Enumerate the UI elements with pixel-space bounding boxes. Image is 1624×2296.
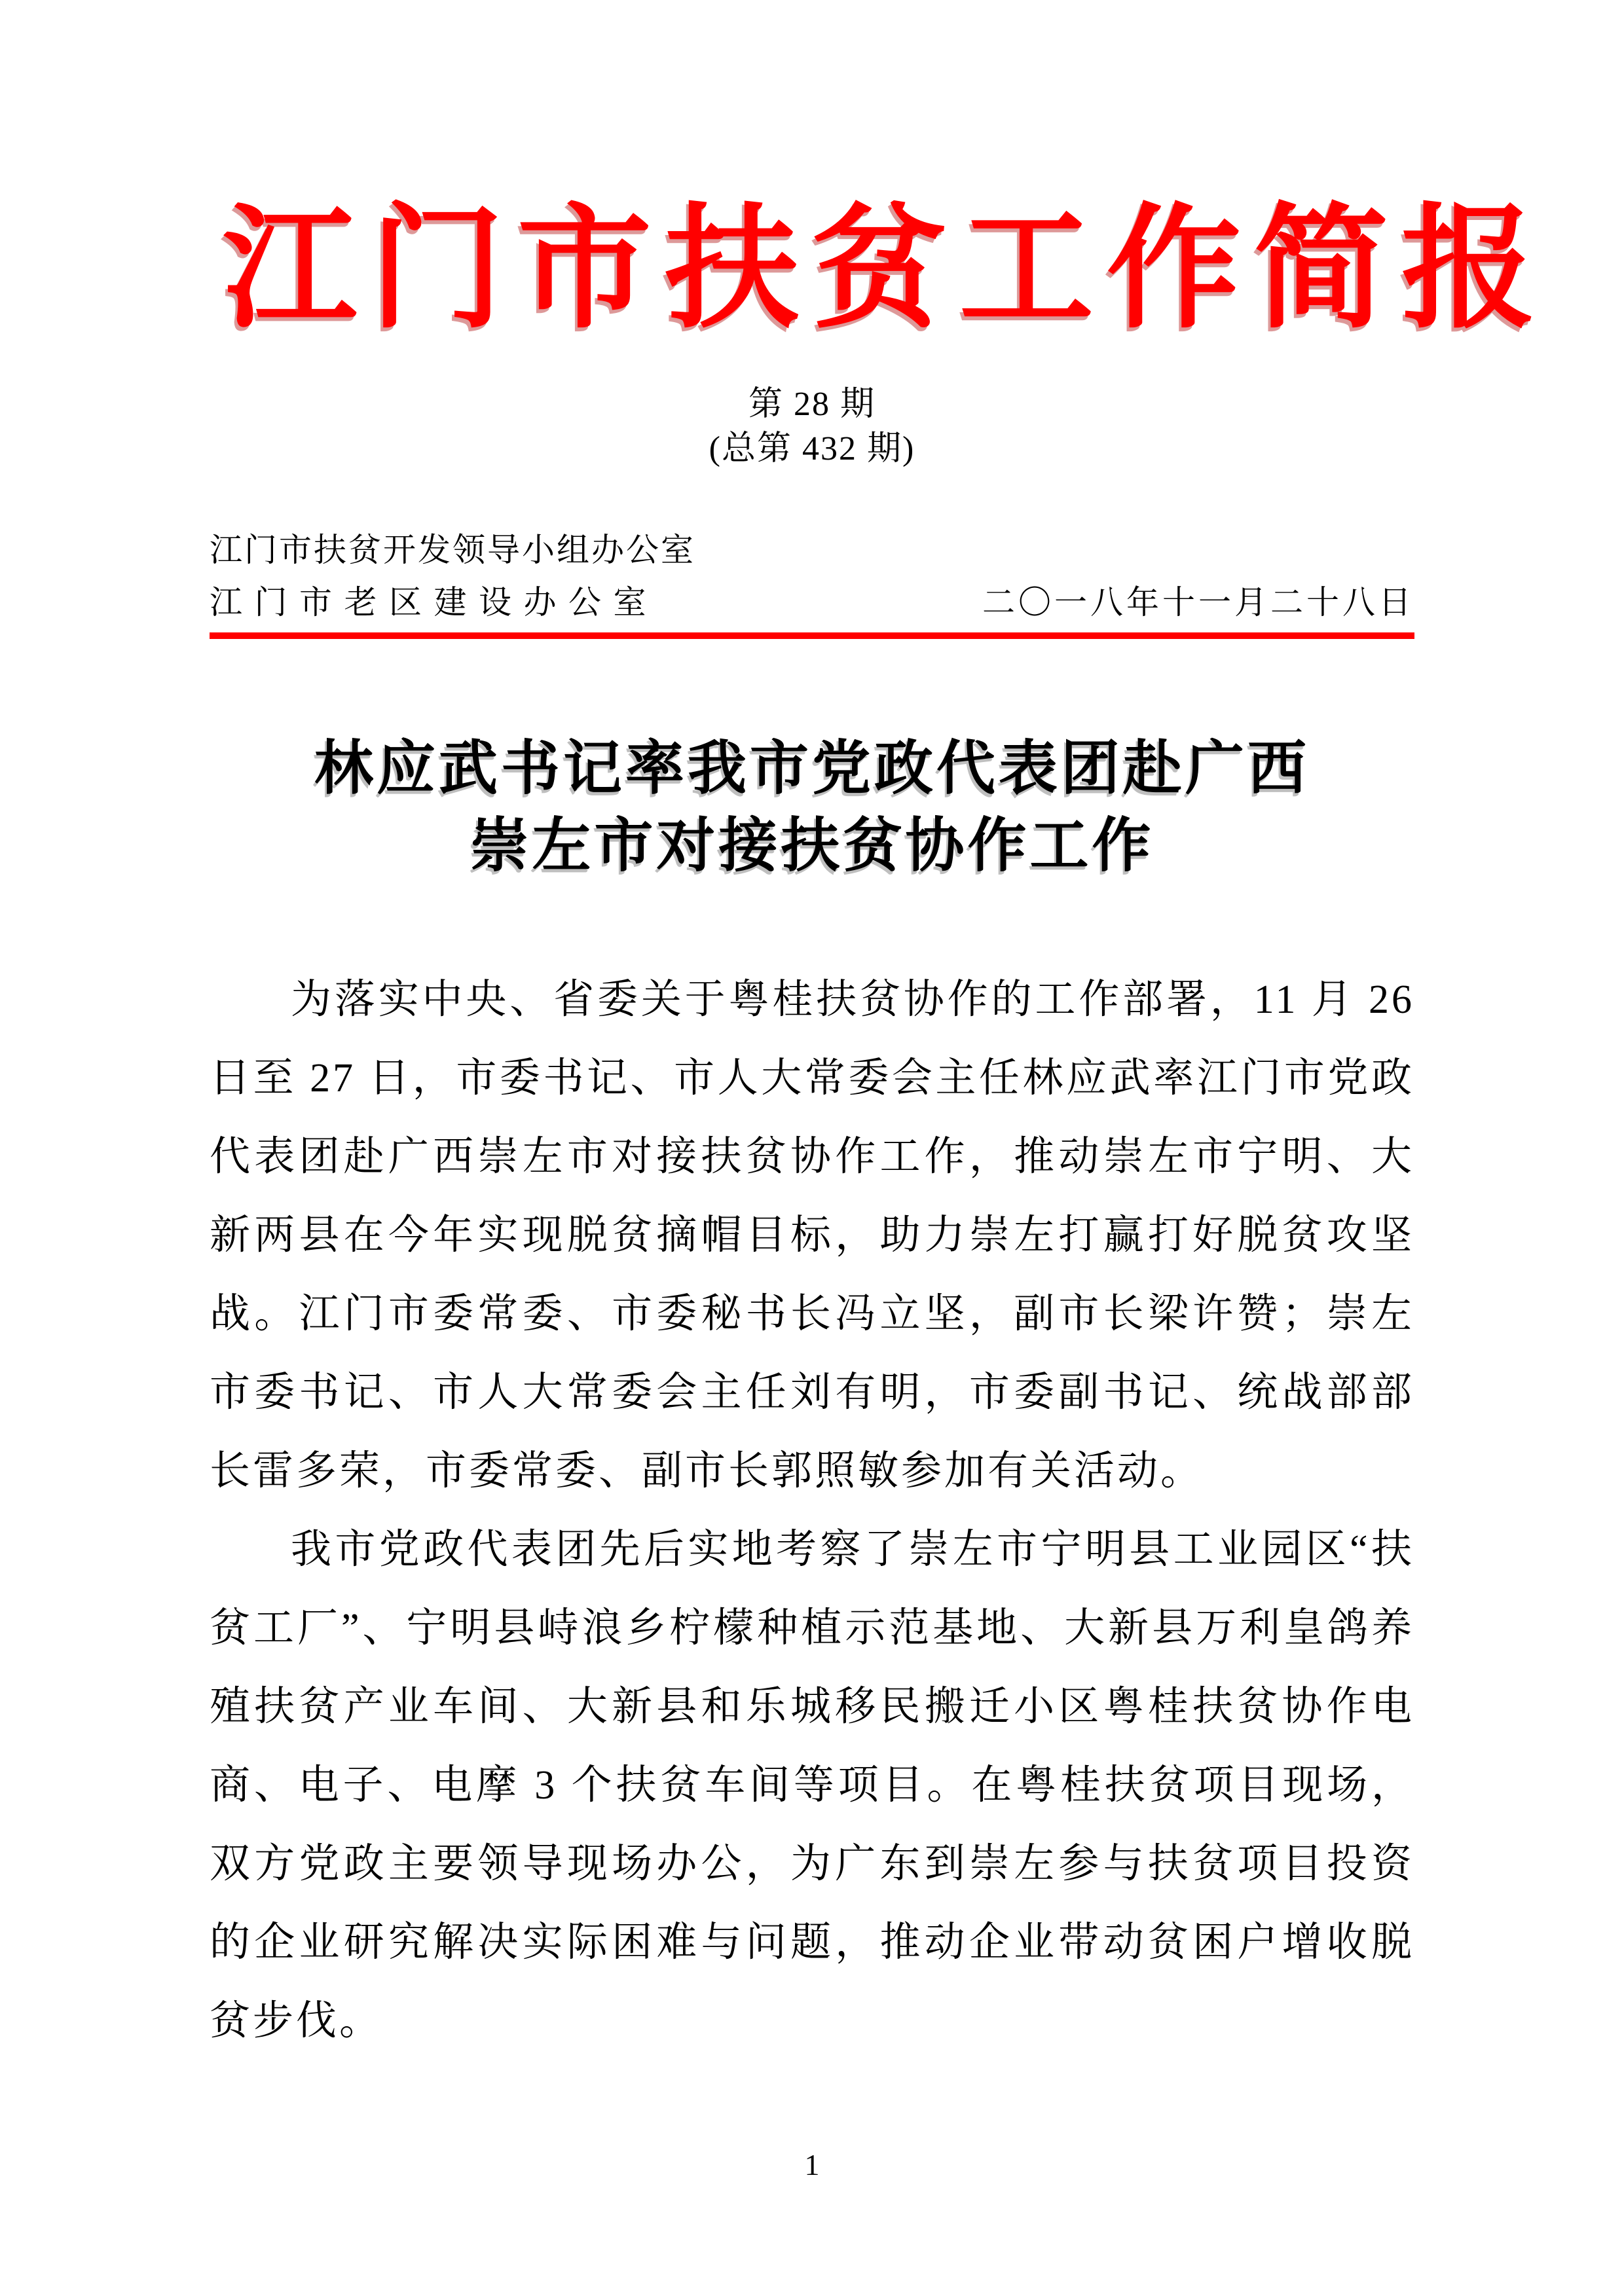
issue-date: 二〇一八年十一月二十八日 [982, 583, 1414, 621]
page-number: 1 [804, 2148, 820, 2181]
article-paragraph-2: 我市党政代表团先后实地考察了崇左市宁明县工业园区“扶贫工厂”、宁明县峙浪乡柠檬种植示范基地、大新县万利皇鸽养殖扶贫产业车间、大新县和乐城移民搬迁小区粤桂扶贫协作电商、电子、电摩 3 个扶贫车间等项目。在粤桂扶贫项目现场，双方党政主要领导现场办公，为广东到崇左参与扶贫项目投资的企业研究解决实际困难与问题，推动企业带动贫困户增收脱贫步伐。 [210, 1527, 1414, 2043]
publisher-line-2: 江 门 市 老 区 建 设 办 公 室 [210, 583, 648, 621]
publisher-block [210, 524, 1414, 629]
article-paragraph-1: 为落实中央、省委关于粤桂扶贫协作的工作部署，11 月 26 日至 27 日，市委书记、市人大常委会主任林应武率江门市党政代表团赴广西崇左市对接扶贫协作工作，推动崇左市宁明、大新两县在今年实现脱贫摘帽目标，助力崇左打赢打好脱贫攻坚战。江门市委常委、市委秘书长冯立坚，副市长梁许赞；崇左市委书记、市人大常委会主任刘有明，市委副书记、统战部部长雷多荣，市委常委、副市长郭照敏参加有关活动。 [210, 977, 1414, 1493]
article-title [210, 731, 1414, 885]
article-title-line-2: 崇左市对接扶贫协作工作 [470, 813, 1154, 879]
red-divider-line [210, 632, 1414, 639]
masthead-title: 江门市扶贫工作简报 [223, 196, 1549, 344]
issue-number: 第 28 期 [748, 385, 876, 423]
publisher-names [210, 524, 695, 629]
article-title-line-1: 林应武书记率我市党政代表团赴广西 [314, 736, 1310, 801]
article-body [210, 960, 1414, 2060]
publisher-line-1: 江门市扶贫开发领导小组办公室 [210, 531, 695, 568]
total-issue-number: (总第 432 期) [709, 429, 915, 467]
